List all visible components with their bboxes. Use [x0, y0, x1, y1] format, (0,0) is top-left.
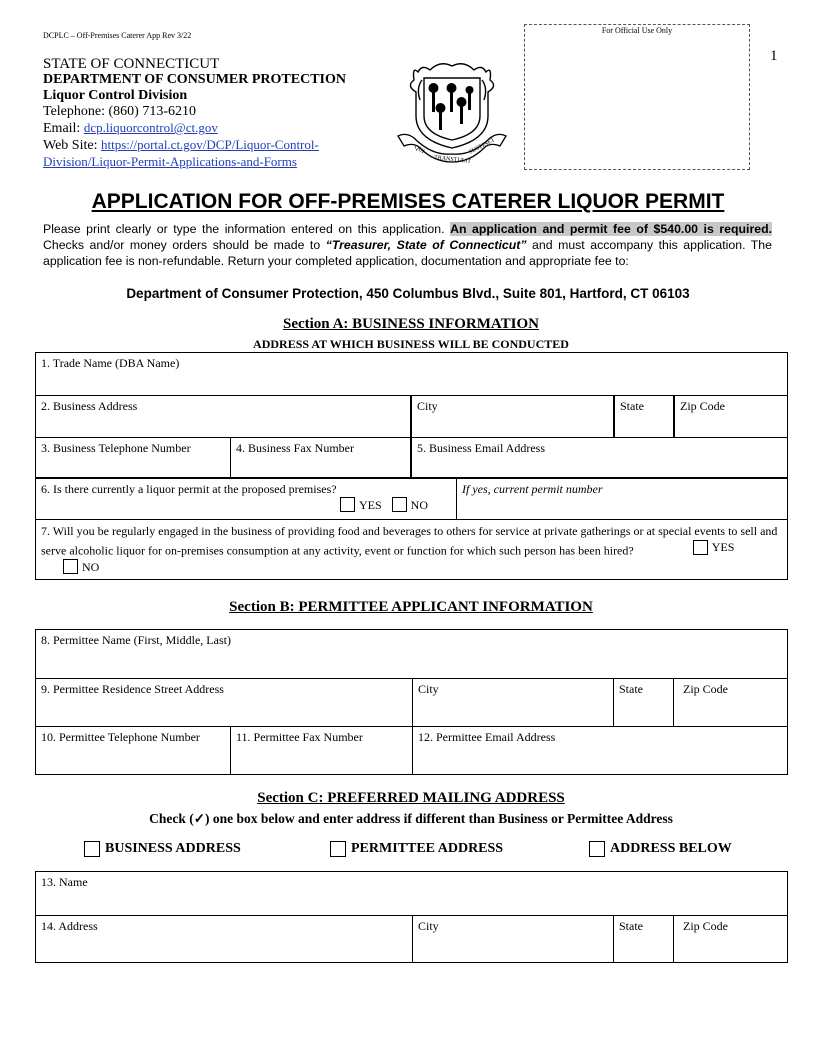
- permittee-email-field[interactable]: [412, 726, 787, 774]
- business-address-field[interactable]: [36, 395, 410, 437]
- mailing-option-permittee[interactable]: [330, 841, 503, 857]
- permittee-state-field[interactable]: [613, 678, 673, 726]
- permittee-fax-field[interactable]: [230, 726, 412, 774]
- permittee-address-field[interactable]: [36, 678, 412, 726]
- mailing-address-field[interactable]: [36, 915, 412, 962]
- email-line: [43, 120, 403, 137]
- current-permit-number-field[interactable]: [456, 477, 787, 519]
- caterer-engagement-question: [36, 519, 787, 579]
- intro-part1: Please print clearly or type the information entered on this application.: [43, 222, 451, 236]
- section-a-form: [35, 352, 788, 580]
- fee-notice: An application and permit fee of $540.00 is required.: [450, 222, 772, 236]
- mailing-permittee-checkbox[interactable]: [330, 841, 346, 857]
- business-phone-label: 3. Business Telephone Number: [41, 441, 191, 455]
- intro-paragraph: [43, 221, 772, 269]
- section-c-title: Section C: PREFERRED MAILING ADDRESS: [257, 790, 565, 806]
- official-use-label: For Official Use Only: [601, 26, 673, 35]
- permittee-email-label: 12. Permittee Email Address: [418, 730, 556, 744]
- mailing-name-field[interactable]: [36, 872, 787, 915]
- section-b-title: Section B: PERMITTEE APPLICANT INFORMATION: [229, 599, 593, 615]
- section-b-form: [35, 629, 788, 775]
- current-permit-number-label: If yes, current permit number: [462, 482, 603, 496]
- department-name: DEPARTMENT OF CONSUMER PROTECTION: [43, 72, 346, 87]
- current-permit-no[interactable]: [392, 497, 428, 512]
- mailing-zip-label: Zip Code: [683, 919, 728, 933]
- section-a-subtitle: ADDRESS AT WHICH BUSINESS WILL BE CONDUCTED: [253, 337, 569, 351]
- email-link[interactable]: dcp.liquorcontrol@ct.gov: [83, 120, 218, 135]
- official-use-box: [524, 24, 750, 170]
- form-id: DCPLC – Off-Premises Caterer App Rev 3/22: [43, 31, 192, 40]
- business-email-field[interactable]: [410, 437, 787, 477]
- engagement-yes[interactable]: [693, 539, 735, 555]
- engagement-no[interactable]: [63, 559, 99, 575]
- mailing-name-label: 13. Name: [41, 875, 88, 889]
- seal-motto-left: QUI: [413, 144, 426, 156]
- seal-motto-middle: TRANSTULIT: [433, 155, 472, 165]
- intro-part3: and must accompany this application. The application fee is non-refundable. Return your completed application, documentation and appropriate fee to:: [43, 238, 772, 268]
- engagement-yes-label: YES: [711, 540, 735, 554]
- mailing-zip-field[interactable]: [673, 915, 787, 962]
- email-label: Email:: [43, 121, 84, 136]
- agency-block: [43, 56, 403, 170]
- division-name: Liquor Control Division: [43, 88, 188, 103]
- mailing-state-field[interactable]: [613, 915, 673, 962]
- section-a-title: Section A: BUSINESS INFORMATION: [282, 316, 539, 332]
- current-permit-no-checkbox[interactable]: [392, 497, 407, 512]
- mailing-business-label: BUSINESS ADDRESS: [105, 841, 241, 856]
- engagement-yes-checkbox[interactable]: [693, 540, 708, 555]
- state-name: STATE OF CONNECTICUT: [43, 56, 220, 72]
- business-fax-field[interactable]: [230, 437, 410, 477]
- permittee-fax-label: 11. Permittee Fax Number: [236, 730, 363, 744]
- website-line: [43, 137, 403, 154]
- business-zip-field[interactable]: [673, 395, 787, 437]
- permittee-phone-field[interactable]: [36, 726, 230, 774]
- current-permit-question: [36, 477, 456, 519]
- mailing-address: Department of Consumer Protection, 450 Columbus Blvd., Suite 801, Hartford, CT 06103: [126, 286, 690, 301]
- trade-name-label: 1. Trade Name (DBA Name): [41, 356, 180, 370]
- engagement-no-checkbox[interactable]: [63, 559, 78, 574]
- business-phone-field[interactable]: [36, 437, 230, 477]
- section-c-form: [35, 871, 788, 963]
- mailing-below-checkbox[interactable]: [589, 841, 605, 857]
- mailing-option-business[interactable]: [84, 841, 241, 857]
- current-permit-yes-checkbox[interactable]: [340, 497, 355, 512]
- page-title: APPLICATION FOR OFF-PREMISES CATERER LIQUOR PERMIT: [91, 190, 725, 213]
- business-state-field[interactable]: [613, 395, 673, 437]
- page-number: 1: [770, 48, 778, 64]
- permittee-zip-field[interactable]: [673, 678, 787, 726]
- permittee-address-label: 9. Permittee Residence Street Address: [41, 682, 224, 696]
- business-city-label: City: [417, 399, 438, 413]
- mailing-city-label: City: [418, 919, 439, 933]
- seal-graphic: [392, 56, 512, 168]
- mailing-option-below[interactable]: [589, 841, 732, 857]
- current-permit-label: 6. Is there currently a liquor permit at the proposed premises?: [41, 482, 337, 496]
- permittee-zip-label: Zip Code: [683, 682, 728, 696]
- telephone: Telephone: (860) 713-6210: [43, 104, 196, 119]
- permittee-name-field[interactable]: [36, 630, 787, 678]
- permittee-name-label: 8. Permittee Name (First, Middle, Last): [41, 633, 231, 647]
- section-c-instruction: Check (✓) one box below and enter address if different than Business or Permittee Address: [149, 811, 673, 826]
- current-permit-no-label: NO: [410, 497, 429, 512]
- intro-part2: Checks and/or money orders should be made to: [43, 238, 326, 252]
- mailing-below-label: ADDRESS BELOW: [610, 841, 732, 856]
- seal-motto-right: SUSTINET: [468, 137, 496, 156]
- business-fax-label: 4. Business Fax Number: [236, 441, 354, 455]
- website-label: Web Site:: [43, 138, 101, 153]
- engagement-no-label: NO: [82, 559, 100, 574]
- business-zip-label: Zip Code: [680, 399, 725, 413]
- business-state-label: State: [620, 399, 644, 413]
- state-seal: [392, 56, 512, 168]
- caterer-engagement-label: 7. Will you be regularly engaged in the business of providing food and beverages to others for service at private gatherings or at special events to sell and serve alcoholic liquor for on-premises consumption at any activity, event or function for which such person has been hired?: [41, 524, 778, 558]
- permittee-city-label: City: [418, 682, 439, 696]
- permittee-state-label: State: [619, 682, 643, 696]
- website-link-part1[interactable]: https://portal.ct.gov/DCP/Liquor-Control-: [100, 137, 319, 152]
- mailing-address-label: 14. Address: [41, 919, 98, 933]
- payee-name: “Treasurer, State of Connecticut”: [325, 238, 527, 252]
- permittee-city-field[interactable]: [412, 678, 613, 726]
- mailing-permittee-label: PERMITTEE ADDRESS: [351, 841, 504, 856]
- permittee-phone-label: 10. Permittee Telephone Number: [41, 730, 200, 744]
- current-permit-yes[interactable]: [340, 497, 382, 512]
- business-city-field[interactable]: [410, 395, 613, 437]
- business-address-label: 2. Business Address: [41, 399, 138, 413]
- website-link-part2[interactable]: Division/Liquor-Permit-Applications-and-Forms: [43, 154, 297, 169]
- business-email-label: 5. Business Email Address: [417, 441, 545, 455]
- current-permit-yes-label: YES: [359, 497, 382, 512]
- mailing-state-label: State: [619, 919, 643, 933]
- mailing-business-checkbox[interactable]: [84, 841, 100, 857]
- trade-name-field[interactable]: [36, 353, 787, 395]
- mailing-city-field[interactable]: [412, 915, 613, 962]
